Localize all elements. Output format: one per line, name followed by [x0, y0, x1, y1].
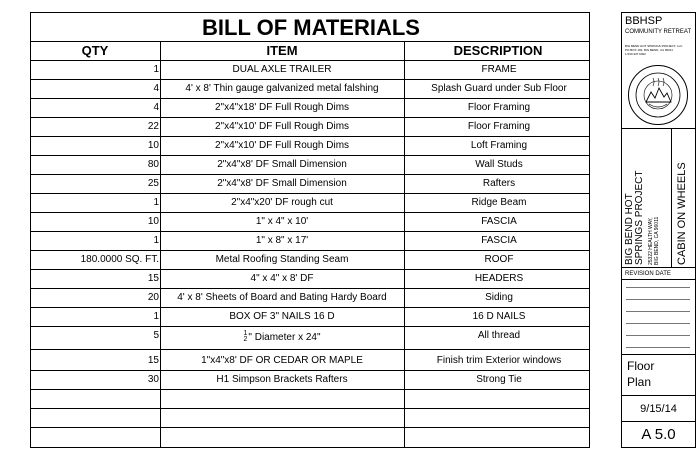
revision-line	[626, 311, 690, 312]
divider	[622, 279, 695, 280]
sheet-name-line2: Plan	[627, 375, 652, 389]
company-line: BIG BEND HOT SPRINGS PROJECT, LLC	[625, 44, 683, 48]
project-code: BBHSP	[625, 15, 663, 27]
row-description: Strong Tie	[476, 374, 522, 385]
row-description: Finish trim Exterior windows	[436, 355, 562, 366]
divider	[622, 421, 695, 422]
sheet-name-line1: Floor	[627, 359, 655, 373]
row-qty: 4	[153, 83, 159, 94]
row-description: Splash Guard under Sub Floor	[431, 83, 567, 94]
row-qty: 10	[147, 216, 159, 227]
row-item: H1 Simpson Brackets Rafters	[216, 374, 348, 385]
revision-line	[626, 335, 690, 336]
revision-line	[626, 287, 690, 288]
revision-header: REVISION DATE	[625, 271, 671, 277]
company-line: PO BOX 193, BIG BEND, CA 96011	[625, 48, 673, 52]
row-item: 4' x 8' Thin gauge galvanized metal falshing	[185, 83, 379, 94]
row-qty: 1	[153, 64, 159, 75]
row-description: All thread	[477, 330, 521, 341]
row-item: BOX OF 3" NAILS 16 D	[229, 311, 335, 322]
divider	[31, 389, 589, 390]
row-item: 1" x 8" x 17'	[255, 235, 309, 246]
row-qty: 20	[147, 292, 159, 303]
divider	[31, 349, 589, 350]
row-item: Metal Roofing Standing Seam	[215, 254, 349, 265]
row-qty: 5	[153, 330, 159, 341]
row-item: 2"x4"x10' DF Full Rough Dims	[214, 140, 350, 151]
divider	[622, 395, 695, 396]
revision-line	[626, 347, 690, 348]
row-description: Wall Studs	[475, 159, 523, 170]
seal-icon	[629, 66, 687, 124]
address-line1: 25322 HEALTH WAY,	[648, 217, 654, 265]
sheet-number: A 5.0	[641, 426, 676, 443]
row-item: 4" x 4" x 8' DF	[250, 273, 314, 284]
row-item: 2"x4"x20' DF rough cut	[231, 197, 333, 208]
row-description: Siding	[485, 292, 513, 303]
row-item: 4' x 8' Sheets of Board and Bating Hardy Board	[177, 292, 387, 303]
row-description: HEADERS	[474, 273, 524, 284]
description-header: DESCRIPTION	[453, 43, 543, 58]
divider	[671, 128, 672, 267]
row-item: 2"x4"x8' DF Small Dimension	[217, 178, 347, 189]
row-item: 2"x4"x18' DF Full Rough Dims	[214, 102, 350, 113]
row-description: Ridge Beam	[471, 197, 527, 208]
row-qty: 1	[153, 197, 159, 208]
row-qty: 15	[147, 355, 159, 366]
address-line2: BIG BEND, CA 96011	[654, 216, 660, 265]
fraction-one-half: 1 2	[243, 330, 248, 344]
row-item: DUAL AXLE TRAILER	[232, 64, 332, 75]
row-qty: 30	[147, 374, 159, 385]
row-qty: 25	[147, 178, 159, 189]
row-qty: 80	[147, 159, 159, 170]
qty-header: QTY	[81, 43, 109, 58]
project-subtitle: COMMUNITY RETREAT	[625, 29, 692, 35]
row-description: Floor Framing	[467, 121, 531, 132]
divider	[31, 408, 589, 409]
company-line: 1.530.337.6302	[625, 52, 646, 56]
project-info	[622, 128, 695, 268]
seal-logo	[628, 65, 688, 125]
bill-of-materials-table	[30, 12, 590, 448]
row-description: FASCIA	[481, 235, 517, 246]
row-qty: 1	[153, 311, 159, 322]
sheet-date: 9/15/14	[640, 403, 677, 415]
row-description: Loft Framing	[470, 140, 528, 151]
row-description: 16 D NAILS	[472, 311, 526, 322]
row-qty: 10	[147, 140, 159, 151]
row-description: FASCIA	[481, 216, 517, 227]
row-qty: 22	[147, 121, 159, 132]
row-description: FRAME	[481, 64, 517, 75]
row-item: 2"x4"x10' DF Full Rough Dims	[214, 121, 350, 132]
row-item: 2"x4"x8' DF Small Dimension	[217, 159, 347, 170]
row-qty: 180.0000 SQ. FT.	[80, 254, 159, 265]
divider	[31, 427, 589, 428]
row-qty: 4	[153, 102, 159, 113]
cabin-label: CABIN ON WHEELS	[676, 162, 688, 265]
bom-title: BILL OF MATERIALS	[202, 15, 420, 40]
row-item: 1"x4"x8' DF OR CEDAR OR MAPLE	[201, 355, 363, 366]
row-description: Floor Framing	[467, 102, 531, 113]
row-description: Rafters	[482, 178, 516, 189]
row-qty: 1	[153, 235, 159, 246]
title-block-header	[622, 13, 695, 129]
row-item: 1" x 4" x 10'	[255, 216, 309, 227]
revision-line	[626, 323, 690, 324]
divider	[622, 354, 695, 355]
revision-line	[626, 299, 690, 300]
project-name-line2: SPRINGS PROJECT	[634, 170, 645, 265]
row-qty: 15	[147, 273, 159, 284]
project-name-line1: BIG BEND HOT	[624, 193, 635, 265]
row-description: ROOF	[484, 254, 514, 265]
row-item: 1 2 " Diameter x 24"	[243, 330, 321, 344]
title-block	[621, 12, 696, 448]
item-header: ITEM	[266, 43, 298, 58]
